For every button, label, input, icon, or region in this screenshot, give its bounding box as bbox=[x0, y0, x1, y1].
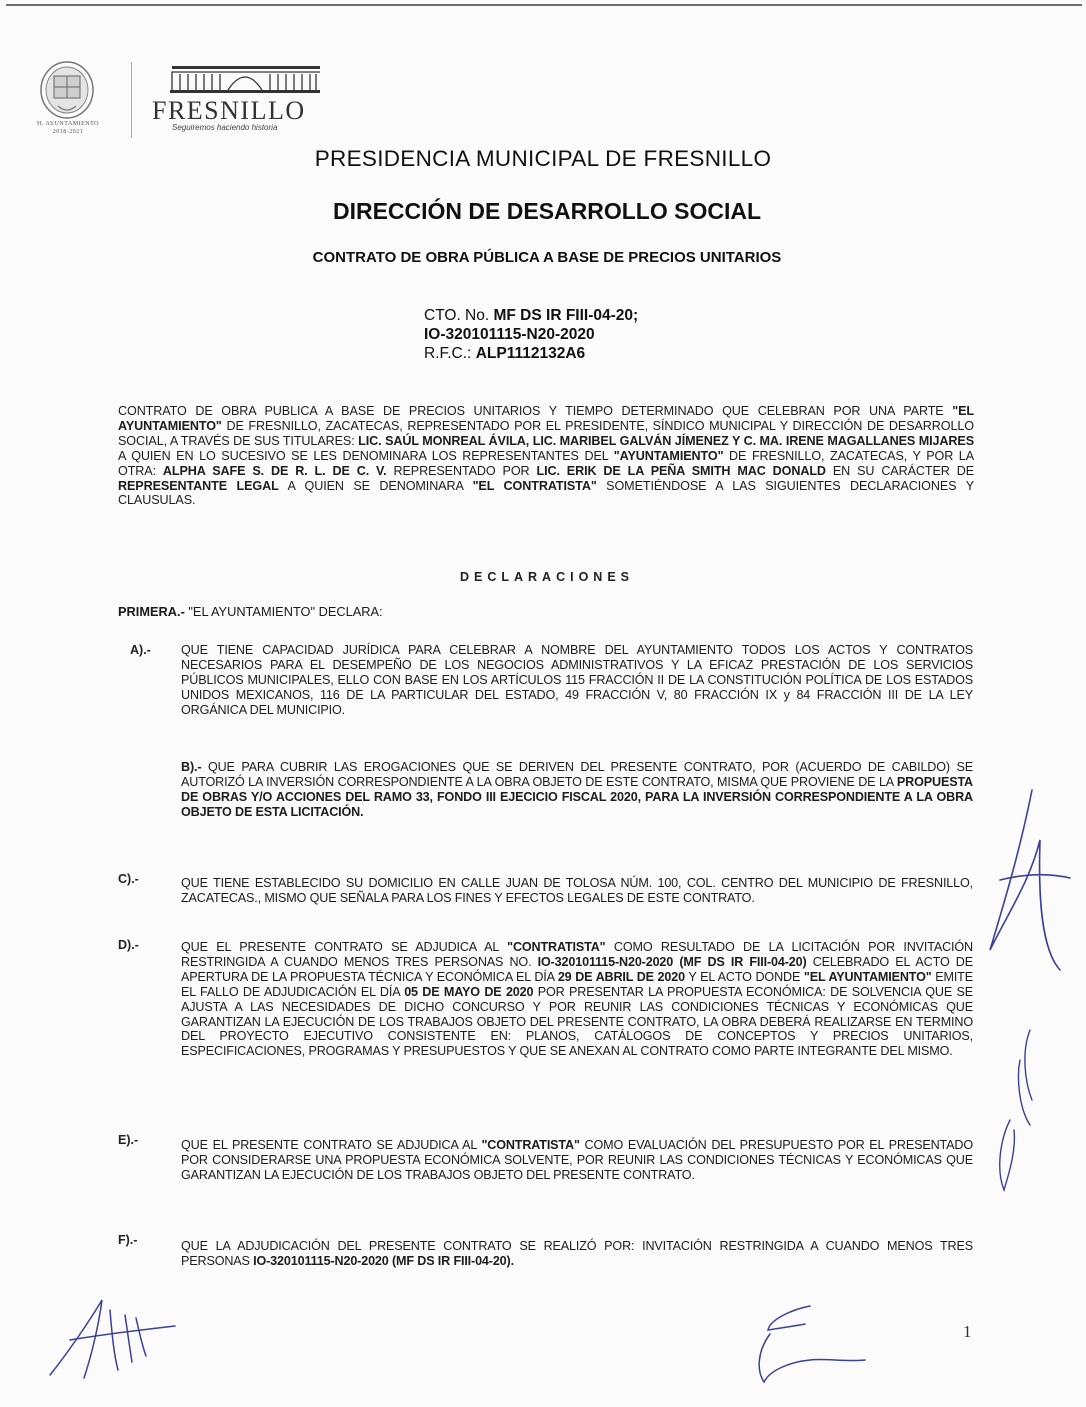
logo-divider bbox=[131, 62, 132, 138]
rfc-label: R.F.C.: bbox=[424, 345, 472, 362]
item-e-label: E).- bbox=[118, 1133, 139, 1147]
department-title: DIRECCIÓN DE DESARROLLO SOCIAL bbox=[332, 198, 762, 224]
item-c-text: QUE TIENE ESTABLECIDO SU DOMICILIO EN CALLE JUAN DE TOLOSA NÚM. 100, COL. CENTRO DEL MUNICIPIO DE FRESNILLO, ZACATECAS., MISMO QUE SEÑALA PARA LOS FINES Y EFECTOS LEGALES DE ESTE CONTRATO. bbox=[181, 876, 973, 905]
signature-bottom-right bbox=[750, 1300, 870, 1390]
primera-heading: PRIMERA.- "EL AYUNTAMIENTO" DECLARA: bbox=[118, 604, 383, 619]
contract-type-title: CONTRATO DE OBRA PÚBLICA A BASE DE PRECIOS UNITARIOS bbox=[312, 249, 782, 266]
item-f-text: QUE LA ADJUDICACIÓN DEL PRESENTE CONTRATO SE REALIZÓ POR: INVITACIÓN RESTRINGIDA A CUANDO MENOS TRES PERSONAS IO-320101115-N20-2020 (MF DS IR FIII-04-20). bbox=[181, 1239, 973, 1268]
seal-caption-line1: H. AYUNTAMIENTO bbox=[36, 121, 100, 127]
contract-identifiers bbox=[424, 306, 638, 363]
item-f-label: F).- bbox=[118, 1233, 138, 1247]
intro-paragraph: CONTRATO DE OBRA PUBLICA A BASE DE PRECIOS UNITARIOS Y TIEMPO DETERMINADO QUE CELEBRAN POR UNA PARTE "EL AYUNTAMIENTO" DE FRESNILLO, ZACATECAS, REPRESENTADO POR EL PRESIDENTE, SÍNDICO MUNICIPAL Y DIRECCIÓN DE DESARROLLO SOCIAL, A TRAVÉS DE SUS TITULARES: LIC. SAÚL MONREAL ÁVILA, LIC. MARIBEL GALVÁN JÍMENEZ Y C. MA. IRENE MAGALLANES MIJARES A QUIEN EN LO SUCESIVO SE LES DENOMINARA LOS REPRESENTANTES DEL "AYUNTAMIENTO" DE FRESNILLO, ZACATECAS, Y POR LA OTRA: ALPHA SAFE S. DE R. L. DE C. V. REPRESENTADO POR LIC. ERIK DE LA PEÑA SMITH MAC DONALD EN SU CARÁCTER DE REPRESENTANTE LEGAL A QUIEN SE DENOMINARA "EL CONTRATISTA" SOMETIÉNDOSE A LAS SIGUIENTES DECLARACIONES Y CLAUSULAS. bbox=[118, 404, 975, 508]
cto-number: MF DS IR FIII-04-20; bbox=[493, 307, 639, 324]
declaraciones-heading: DECLARACIONES bbox=[459, 570, 635, 584]
item-e-text: QUE EL PRESENTE CONTRATO SE ADJUDICA AL "CONTRATISTA" COMO EVALUACIÓN DEL PRESUPUESTO POR EL PRESENTADO POR CONSIDERARSE UNA PROPUESTA ECONÓMICA SOLVENTE, POR REUNIR LAS CONDICIONES TÉCNICAS Y ECONÓMICAS QUE GARANTIZAN LA EJECUCIÓN DE LOS TRABAJOS OBJETO DEL PRESENTE CONTRATO. bbox=[181, 1138, 973, 1182]
logo-slogan: Seguiremos haciendo historia bbox=[172, 123, 278, 132]
signature-right-margin bbox=[970, 780, 1080, 1210]
logo-name: FRESNILLO bbox=[152, 96, 306, 125]
item-d-label: D).- bbox=[118, 938, 139, 952]
item-c-label: C).- bbox=[118, 872, 139, 886]
item-a-text: QUE TIENE CAPACIDAD JURÍDICA PARA CELEBRAR A NOMBRE DEL AYUNTAMIENTO TODOS LOS ACTOS Y CONTRATOS NECESARIOS PARA EL DESEMPEÑO DE LOS NEGOCIOS ADMINISTRATIVOS Y LA EFICAZ PRESTACIÓN DE LOS SERVICIOS PÚBLICOS MUNICIPALES, ELLO CON BASE EN LOS ARTÍCULOS 115 FRACCIÓN II DE LA CONSTITUCIÓN POLÍTICA DE LOS ESTADOS UNIDOS MEXICANOS, 116 DE LA PARTICULAR DEL ESTADO, 49 FRACCIÓN V, 80 FRACCIÓN IX y 84 FRACCIÓN III DE LA LEY ORGÁNICA DEL MUNICIPIO. bbox=[181, 643, 973, 717]
io-number: IO-320101115-N20-2020 bbox=[424, 326, 595, 343]
item-a-label: A).- bbox=[130, 643, 151, 657]
top-border-line bbox=[6, 4, 1082, 6]
seal-caption-line2: 2018-2021 bbox=[52, 129, 84, 135]
cto-label: CTO. No. bbox=[424, 307, 490, 324]
page-number: 1 bbox=[963, 1322, 972, 1341]
item-d-text: QUE EL PRESENTE CONTRATO SE ADJUDICA AL "CONTRATISTA" COMO RESULTADO DE LA LICITACIÓN POR INVITACIÓN RESTRINGIDA A CUANDO MENOS TRES PERSONAS NO. IO-320101115-N20-2020 (MF DS IR FIII-04-20) CELEBRADO EL ACTO DE APERTURA DE LA PROPUESTA TÉCNICA Y ECONÓMICA EL DÍA 29 DE ABRIL DE 2020 Y EL ACTO DONDE "EL AYUNTAMIENTO" EMITE EL FALLO DE ADJUDICACIÓN EL DÍA 05 DE MAYO DE 2020 POR PRESENTAR LA PROPUESTA ECONÓMICA: DE SOLVENCIA QUE SE AJUSTA A LAS NECESIDADES DE DICHO CONCURSO Y POR REUNIR LAS CONDICIONES TÉCNICAS Y ECONÓMICAS QUE GARANTIZAN LA EJECUCIÓN DE LOS TRABAJOS OBJETO DEL PRESENTE CONTRATO, LA OBRA DEBERÁ REALIZARSE EN TERMINO DEL PROYECTO EJECUTIVO CONSISTENTE EN: PLANOS, CATÁLOGOS DE CONCEPTOS Y PRECIOS UNITARIOS, ESPECIFICACIONES, PROGRAMAS Y PRESUPUESTOS Y QUE SE ANEXAN AL CONTRATO COMO PARTE INTEGRANTE DEL MISMO. bbox=[181, 940, 974, 1059]
municipality-title: PRESIDENCIA MUNICIPAL DE FRESNILLO bbox=[314, 146, 772, 171]
rfc-number: ALP1112132A6 bbox=[475, 345, 586, 362]
seal-caption bbox=[26, 120, 110, 136]
signature-bottom-left bbox=[40, 1290, 180, 1385]
item-b-text: B).- QUE PARA CUBRIR LAS EROGACIONES QUE SE DERIVEN DEL PRESENTE CONTRATO, POR (ACUERDO DE CABILDO) SE AUTORIZÓ LA INVERSIÓN CORRESPONDIENTE A LA OBRA OBJETO DE ESTE CONTRATO, MISMA QUE PROVIENE DE LA PROPUESTA DE OBRAS Y/O ACCIONES DEL RAMO 33, FONDO III EJECICIO FISCAL 2020, PARA LA INVERSIÓN CORRESPONDIENTE A LA OBRA OBJETO DE ESTA LICITACIÓN. bbox=[181, 760, 973, 819]
